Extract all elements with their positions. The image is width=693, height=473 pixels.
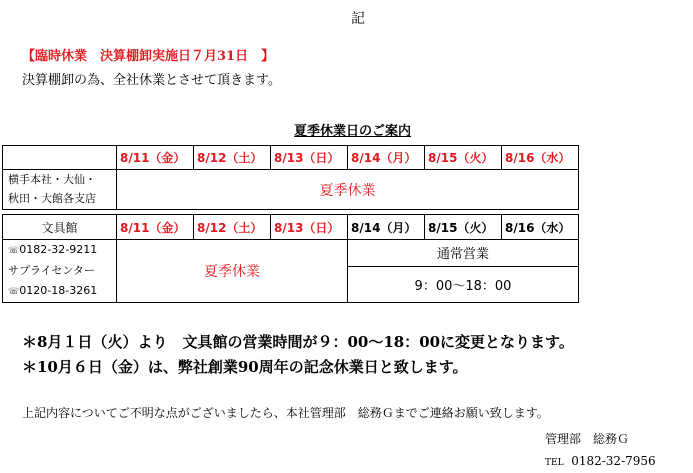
schedule-table-branches bbox=[2, 145, 579, 210]
supply-phone-number: 0120-18-3261 bbox=[19, 284, 98, 297]
note-line: ＊8月１日（火）より 文具館の営業時間が９：00〜18：00に変更となります。 bbox=[22, 333, 574, 351]
date-cell: 8/15（火） bbox=[425, 215, 502, 240]
date-cell: 8/14（月） bbox=[348, 146, 425, 170]
branch-label-line: 秋田・大館各支店 bbox=[8, 192, 96, 205]
date-cell: 8/13（日） bbox=[271, 146, 348, 170]
date-cell: 8/12（土） bbox=[194, 146, 271, 170]
supply-phone bbox=[8, 281, 116, 302]
date-cell: 8/11（金） bbox=[117, 146, 194, 170]
date-header-row bbox=[3, 215, 579, 240]
date-cell: 8/15（火） bbox=[425, 146, 502, 170]
date-cell: 8/14（月） bbox=[348, 215, 425, 240]
summer-schedule-title: 夏季休業日のご案内 bbox=[294, 124, 412, 139]
store-name-cell: 文具館 bbox=[3, 215, 117, 240]
schedule-table-stores bbox=[2, 214, 579, 303]
header-blank-cell bbox=[3, 146, 117, 170]
store-row bbox=[3, 240, 579, 267]
branch-row bbox=[3, 170, 579, 210]
date-cell: 8/16（水） bbox=[502, 146, 579, 170]
supply-center-name: サプライセンター bbox=[8, 264, 95, 277]
contact-phone-number: 0182-32-7956 bbox=[571, 454, 656, 468]
contact-text: 上記内容についてご不明な点がございましたら、本社管理部 総務Ｇまでご連絡お願い致します。 bbox=[22, 406, 549, 420]
store-info-cell bbox=[3, 240, 117, 303]
closure-notice-body: 決算棚卸の為、全社休業とさせて頂きます。 bbox=[22, 73, 281, 88]
date-cell: 8/11（金） bbox=[117, 215, 194, 240]
summer-holiday-cell: 夏季休業 bbox=[117, 170, 579, 210]
summer-holiday-cell: 夏季休業 bbox=[117, 240, 348, 303]
date-cell: 8/16（水） bbox=[502, 215, 579, 240]
branch-label-line: 横手本社・大仙・ bbox=[8, 173, 96, 186]
store-phone-number: 0182-32-9211 bbox=[19, 243, 98, 256]
contact-department: 管理部 総務Ｇ bbox=[545, 432, 630, 446]
store-phone bbox=[8, 240, 116, 261]
contact-phone bbox=[545, 454, 656, 468]
date-cell: 8/12（土） bbox=[194, 215, 271, 240]
normal-business-cell: 通常営業 bbox=[348, 240, 579, 267]
phone-icon: ☏ bbox=[8, 287, 20, 297]
note-line: ＊10月６日（金）は、弊社創業90周年の記念休業日と致します。 bbox=[22, 358, 468, 376]
branch-label-cell bbox=[3, 170, 117, 210]
date-header-row bbox=[3, 146, 579, 170]
date-cell: 8/13（日） bbox=[271, 215, 348, 240]
closure-notice-heading: 【臨時休業 決算棚卸実施日７月31日 】 bbox=[22, 49, 275, 64]
business-hours-cell: 9：00〜18：00 bbox=[348, 266, 579, 302]
phone-icon: ☏ bbox=[8, 246, 20, 256]
document-title: 記 bbox=[351, 11, 365, 27]
tel-label: TEL bbox=[545, 458, 564, 468]
